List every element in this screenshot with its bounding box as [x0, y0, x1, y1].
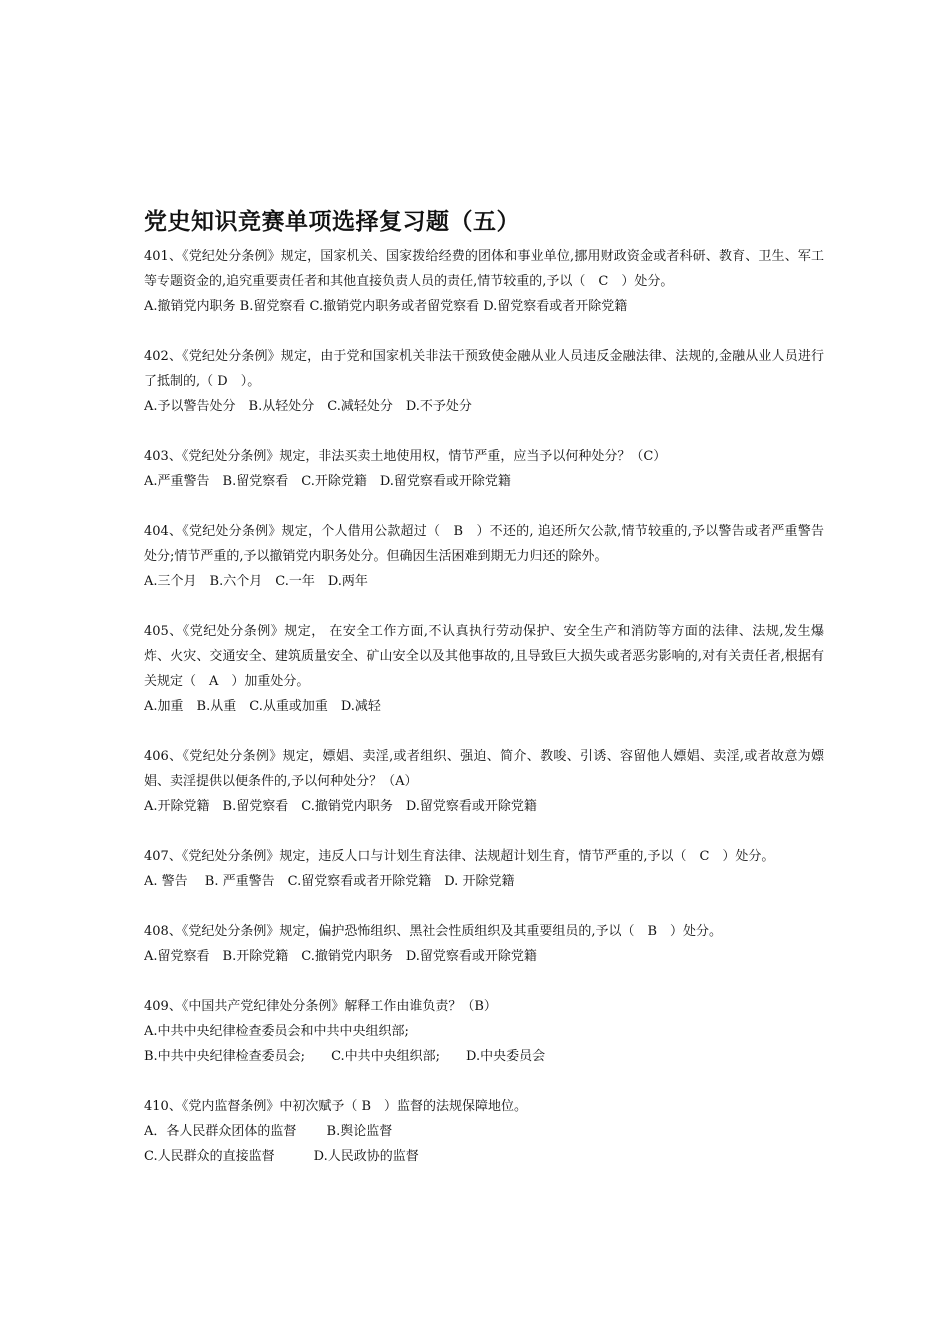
question-options: A.留党察看 B.开除党籍 C.撤销党内职务 D.留党察看或开除党籍	[144, 949, 537, 964]
question-text: 408、《党纪处分条例》规定，偏护恐怖组织、黑社会性质组织及其重要组员的,予以（ B ）处分。	[144, 924, 722, 939]
question-403	[144, 444, 824, 494]
question-text: 409、《中国共产党纪律处分条例》解释工作由谁负责？（B）	[144, 999, 497, 1014]
question-text: 403、《党纪处分条例》规定，非法买卖土地使用权，情节严重，应当予以何种处分？（C）	[144, 449, 667, 464]
question-408	[144, 919, 824, 969]
question-options: B.中共中央纪律检查委员会; C.中共中央组织部; D.中央委员会	[144, 1049, 546, 1064]
document-title: 党史知识竞赛单项选择复习题（五）	[144, 208, 520, 235]
question-405	[144, 619, 824, 719]
question-options: A．各人民群众团体的监督 B.舆论监督	[144, 1124, 393, 1139]
question-text: 402、《党纪处分条例》规定，由于党和国家机关非法干预致使金融从业人员违反金融法律、法规的,金融从业人员进行了抵制的,（ D ）。	[144, 349, 824, 389]
question-text: 406、《党纪处分条例》规定，嫖娼、卖淫,或者组织、强迫、简介、教唆、引诱、容留他人嫖娼、卖淫,或者故意为嫖娼、卖淫提供以便条件的,予以何种处分？（A）	[144, 749, 824, 789]
question-401	[144, 244, 824, 319]
question-options: A. 警告 B. 严重警告 C.留党察看或者开除党籍 D. 开除党籍	[144, 874, 515, 889]
question-options: A.予以警告处分 B.从轻处分 C.减轻处分 D.不予处分	[144, 399, 472, 414]
question-options: A.开除党籍 B.留党察看 C.撤销党内职务 D.留党察看或开除党籍	[144, 799, 537, 814]
question-options: C.人民群众的直接监督 D.人民政协的监督	[144, 1149, 419, 1164]
question-409	[144, 994, 824, 1069]
question-options: A.加重 B.从重 C.从重或加重 D.减轻	[144, 699, 381, 714]
question-options: A.三个月 B.六个月 C.一年 D.两年	[144, 574, 368, 589]
question-text: 401、《党纪处分条例》规定，国家机关、国家拨给经费的团体和事业单位,挪用财政资金或者科研、教育、卫生、军工等专题资金的,追究重要责任者和其他直接负责人员的责任,情节较重的,予以（ C ）处分。	[144, 249, 824, 289]
question-text: 404、《党纪处分条例》规定，个人借用公款超过（ B ）不还的, 追还所欠公款,情节较重的,予以警告或者严重警告处分;情节严重的,予以撤销党内职务处分。但确因生活困难到期无力归还的除外。	[144, 524, 824, 564]
question-options: A.中共中央纪律检查委员会和中共中央组织部;	[144, 1024, 409, 1039]
question-text: 405、《党纪处分条例》规定， 在安全工作方面,不认真执行劳动保护、安全生产和消防等方面的法律、法规,发生爆炸、火灾、交通安全、建筑质量安全、矿山安全以及其他事故的,且导致巨大损失或者恶劣影响的,对有关责任者,根据有关规定（ A ）加重处分。	[144, 624, 824, 689]
question-410	[144, 1094, 824, 1169]
question-text: 410、《党内监督条例》中初次赋予（ B ）监督的法规保障地位。	[144, 1099, 527, 1114]
question-text: 407、《党纪处分条例》规定，违反人口与计划生育法律、法规超计划生育，情节严重的,予以（ C ）处分。	[144, 849, 775, 864]
question-407	[144, 844, 824, 894]
question-options: A.严重警告 B.留党察看 C.开除党籍 D.留党察看或开除党籍	[144, 474, 511, 489]
question-402	[144, 344, 824, 419]
question-options: A.撤销党内职务 B.留党察看 C.撤销党内职务或者留党察看 D.留党察看或者开除党籍	[144, 299, 628, 314]
document-page	[144, 206, 824, 1194]
question-406	[144, 744, 824, 819]
question-404	[144, 519, 824, 594]
